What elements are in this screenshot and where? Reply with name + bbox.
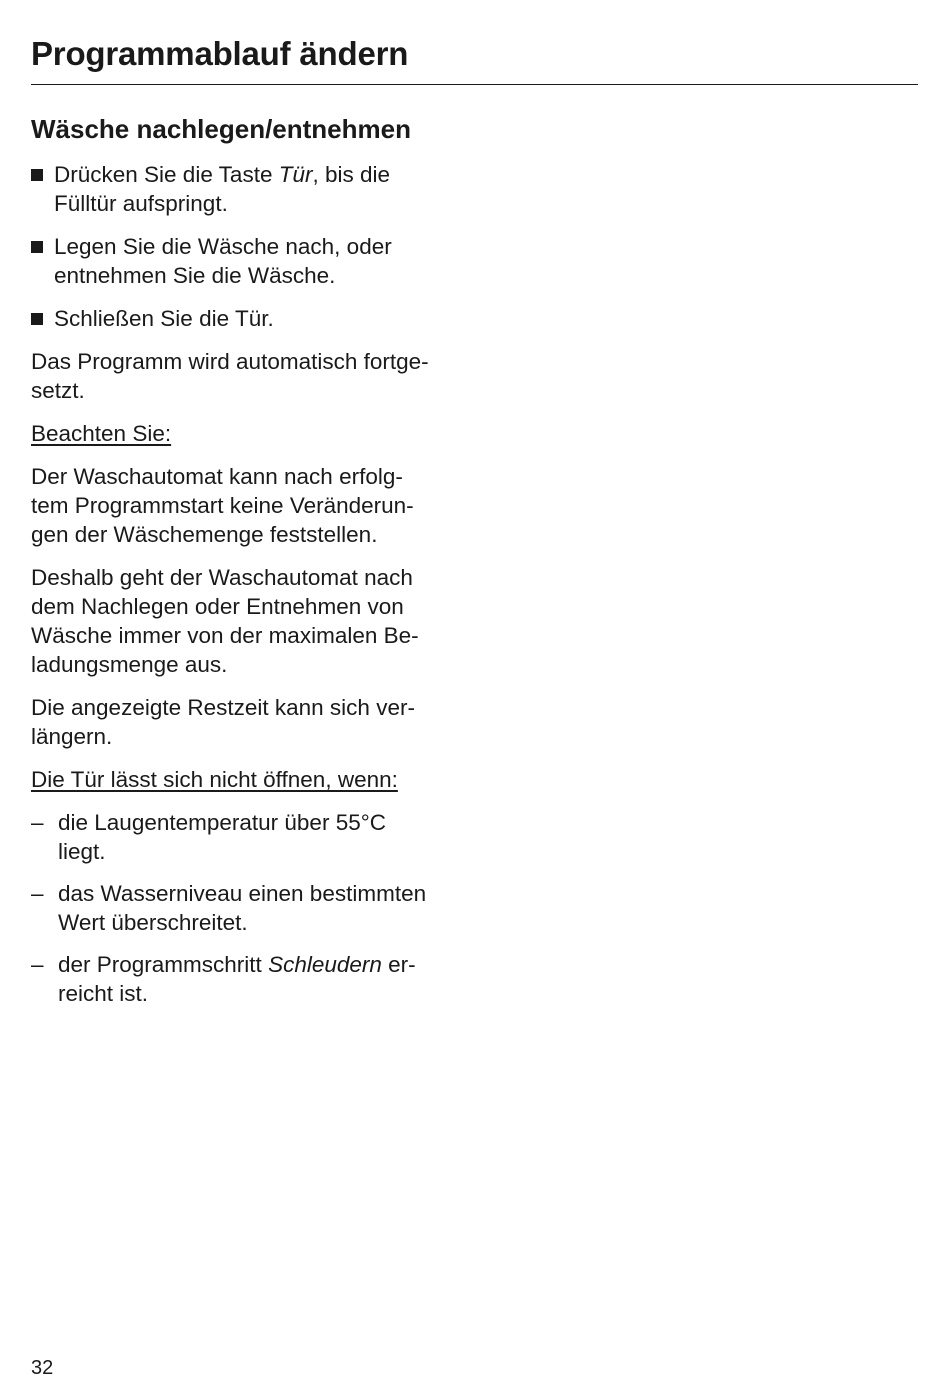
square-bullet-icon <box>31 313 43 325</box>
title-divider <box>31 84 918 85</box>
step-text: Legen Sie die Wäsche nach, oder entnehmen Sie die Wäsche. <box>54 234 392 288</box>
paragraph-auto-continue: Das Programm wird automatisch fortge- setzt. <box>31 349 429 403</box>
step-item <box>31 232 471 290</box>
content-column <box>31 110 471 1021</box>
page-title: Programmablauf ändern <box>31 35 409 72</box>
door-conditions-label: Die Tür lässt sich nicht öffnen, wenn: <box>31 767 398 792</box>
step-text: Schließen Sie die Tür. <box>54 306 274 331</box>
dash-bullet: – <box>31 952 44 977</box>
square-bullet-icon <box>31 241 43 253</box>
square-bullet-icon <box>31 169 43 181</box>
step-item <box>31 160 471 218</box>
page-number: 32 <box>31 1357 54 1379</box>
note-label: Beachten Sie: <box>31 421 172 446</box>
note-paragraph: Die angezeigte Restzeit kann sich ver- längern. <box>31 695 415 749</box>
note-paragraph: Der Waschautomat kann nach erfolg- tem Programmstart keine Veränderun- gen der Wäschemenge feststellen. <box>31 464 414 547</box>
step-text: Drücken Sie die Taste Tür, bis die Fülltür aufspringt. <box>54 162 391 216</box>
note-paragraph: Deshalb geht der Waschautomat nach dem Nachlegen oder Entnehmen von Wäsche immer von der maximalen Be- ladungsmenge aus. <box>31 565 419 677</box>
door-condition-item <box>31 879 471 937</box>
dash-bullet: – <box>31 810 44 835</box>
step-item <box>31 304 471 333</box>
door-condition-item <box>31 808 471 866</box>
condition-text: das Wasserniveau einen bestimmten Wert überschreitet. <box>58 881 427 935</box>
dash-bullet: – <box>31 881 44 906</box>
section-title: Wäsche nachlegen/entnehmen <box>31 114 411 144</box>
door-condition-item <box>31 950 471 1008</box>
condition-text: die Laugentemperatur über 55°C liegt. <box>58 810 386 864</box>
condition-text: der Programmschritt Schleudern er- reicht ist. <box>58 952 416 1006</box>
